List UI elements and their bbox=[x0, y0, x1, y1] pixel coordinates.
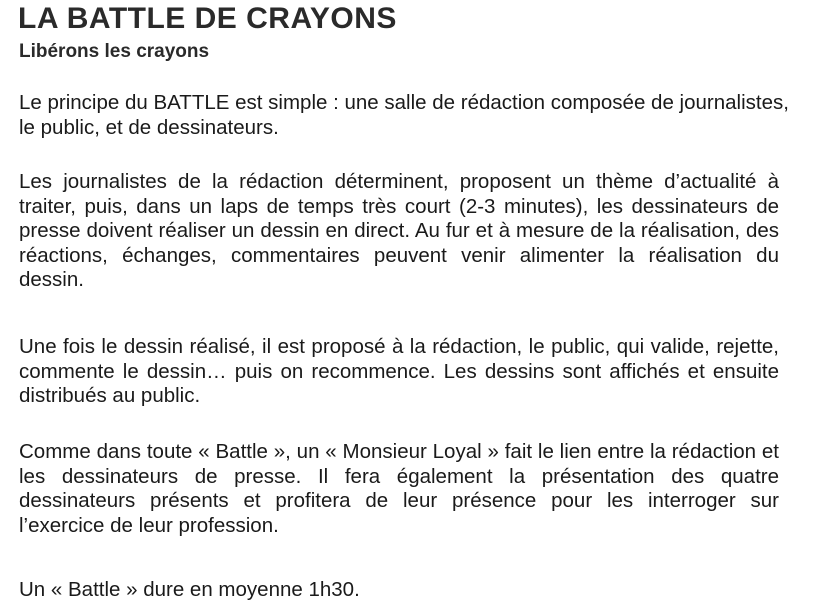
paragraph-process: Les journalistes de la rédaction déterminent, proposent un thème d’actualité à traiter, puis, dans un laps de temps très court (2-3 minutes), les dessinateurs de presse doivent réaliser un dessin en direct. Au fur et à mesure de la réalisation, des réactions, échanges, commentaires peuvent venir alimenter la réalisation du dessin. bbox=[19, 170, 779, 291]
document-title: LA BATTLE DE CRAYONS bbox=[18, 2, 397, 35]
paragraph-validation: Une fois le dessin réalisé, il est proposé à la rédaction, le public, qui valide, rejette, commente le dessin… puis on recommence. Les dessins sont affichés et ensuite distribués au public. bbox=[19, 335, 779, 407]
paragraph-duration: Un « Battle » dure en moyenne 1h30. bbox=[19, 578, 360, 601]
paragraph-monsieur-loyal: Comme dans toute « Battle », un « Monsieur Loyal » fait le lien entre la rédaction et les dessinateurs de presse. Il fera également la présentation des quatre dessinateurs présents et profitera de leur présence pour les interroger sur l’exercice de leur profession. bbox=[19, 440, 779, 537]
document-subtitle: Libérons les crayons bbox=[19, 41, 210, 62]
paragraph-principle: Le principe du BATTLE est simple : une salle de rédaction composée de journalistes, le public, et de dessinateurs. bbox=[19, 91, 789, 139]
